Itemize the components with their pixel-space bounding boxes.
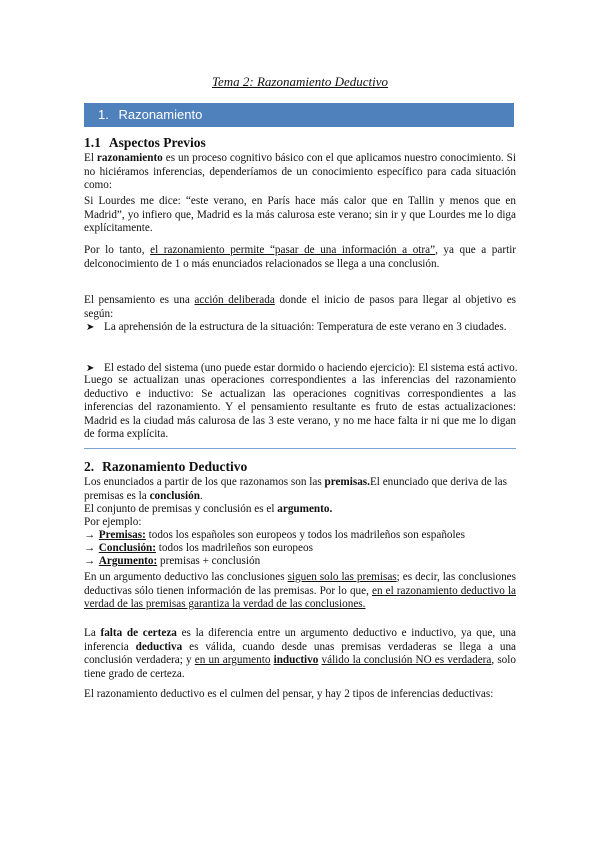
term-conclusion: conclusión [149, 489, 200, 502]
right-arrow-icon: → [84, 555, 96, 567]
text-run: Por lo tanto, [84, 244, 145, 256]
arrowhead-bullet-icon: ➤ [86, 362, 95, 374]
text-run: La [84, 627, 96, 639]
section-label: Razonamiento [118, 107, 203, 122]
paragraph-example [84, 195, 516, 236]
text-run: El enunciado que deriva de las premisas es la [84, 476, 507, 502]
section-number: 1. [98, 107, 109, 122]
term-premisas: premisas. [324, 476, 370, 488]
underlined-phrase: siguen solo las premisas [287, 571, 397, 583]
subsection-heading-1-1 [84, 135, 206, 151]
term-argumento: argumento. [277, 503, 333, 515]
term-deductiva: deductiva [135, 640, 183, 653]
text-run: El pensamiento es una [84, 294, 190, 306]
text-run: donde el inicio de pasos para llegar al objetivo es según: [84, 294, 517, 320]
underlined-phrase: en un argumento [194, 654, 271, 667]
paragraph-por-ejemplo [84, 516, 516, 530]
text-run: El conjunto de premisas y conclusión es el [84, 503, 275, 515]
document-title: Tema 2: Razonamiento Deductivo [211, 74, 389, 89]
text-run: . [199, 489, 203, 502]
section-heading-2 [84, 459, 247, 475]
paragraph-premisas [84, 476, 516, 503]
term-falta-de-certeza: falta de certeza [100, 627, 177, 639]
underlined-phrase: acción deliberada [194, 294, 275, 306]
paragraph-por-lo-tanto [84, 244, 516, 271]
text-run: El razonamiento deductivo es el culmen del pensar, y hay 2 tipos de inferencias deductivas: [84, 688, 494, 700]
text-run: , ya que a partir delconocimiento de 1 o más enunciados relacionados se llega a una conclusión. [84, 244, 517, 270]
example-premisas [84, 529, 516, 543]
paragraph-falta-de-certeza [84, 627, 516, 681]
term-razonamiento: razonamiento [96, 152, 163, 164]
example-text: todos los madrileños son europeos [158, 542, 313, 554]
underlined-phrase: verdad de las premisas garantiza la verdad de las conclusiones. [84, 598, 366, 611]
bullet-text: El estado del sistema (uno puede estar dormido o haciendo ejercicio): El sistema está activo. [104, 361, 518, 374]
section-divider [84, 448, 516, 449]
text-run: En un argumento deductivo las conclusiones [84, 571, 285, 583]
example-label: Conclusión: [98, 542, 156, 554]
example-text: todos los españoles son europeos y todos los madrileños son españoles [148, 529, 465, 541]
bullet-item [84, 321, 536, 335]
right-arrow-icon: → [84, 529, 96, 541]
paragraph-actualizan [84, 374, 516, 442]
bullet-text: La aprehensión de la estructura de la situación: Temperatura de este verano en 3 ciudades. [104, 321, 507, 333]
arrowhead-bullet-icon: ➤ [86, 322, 95, 333]
text-run: es un proceso cognitivo básico con el que aplicamos nuestro conocimiento. Si no hiciéramos inferencias, dependeríamos de un conocimiento específico para cada situación como: [84, 152, 517, 192]
paragraph-pensamiento [84, 294, 516, 321]
example-text: premisas + conclusión [160, 555, 261, 567]
underlined-phrase: válido la conclusión NO es verdadera [321, 654, 492, 667]
text-run: ; es decir, las conclusiones deductivas sólo tienen información de las premisas. Por lo que, [84, 571, 517, 597]
term-inductivo: inductivo [273, 654, 319, 667]
text-run: es la diferencia entre un argumento deductivo e inductivo, ya que, una inferencia [84, 627, 516, 653]
example-argumento [84, 555, 516, 569]
section-number: 2. [84, 459, 95, 474]
subsection-number: 1.1 [84, 135, 101, 150]
text-run: Los enunciados a partir de los que razonamos son las [84, 476, 322, 488]
section-title: Razonamiento Deductivo [102, 459, 248, 474]
underlined-phrase: en el razonamiento deductivo la [372, 584, 516, 597]
example-label: Premisas: [98, 529, 146, 541]
text-run: es válida, cuando desde unas premisas verdaderas se llega a una conclusión verdadera; y [84, 640, 517, 667]
underlined-phrase: el razonamiento permite “pasar de una información a otra” [150, 244, 436, 256]
text-run: , solo tiene grado de certeza. [84, 654, 516, 680]
right-arrow-icon: → [84, 542, 96, 554]
text-run: Luego se actualizan unas operaciones correspondientes a las inferencias del razonamiento deductivo e inductivo: Se actualizan las operaciones cognitivas correspondientes a las inferencias del razonamiento. Y el pensamiento resultante es fruto de estas actualizaciones: Madrid es la ciudad más calurosa de las 3 este verano, y no me hace falta ir ni que me lo digan de forma explícita. [84, 374, 516, 441]
text-run: El [84, 152, 94, 164]
paragraph-razonamiento-def [84, 152, 516, 193]
section-banner [84, 103, 514, 127]
example-conclusion [84, 542, 516, 556]
paragraph-argumento-deductivo [84, 571, 516, 612]
text-run: Por ejemplo: [84, 516, 142, 528]
subsection-title: Aspectos Previos [108, 135, 206, 150]
example-label: Argumento: [98, 555, 158, 567]
text-run: Si Lourdes me dice: “este verano, en París hace más calor que en Tallin y menos que en Madrid”, yo infiero que, Madrid es la más calurosa este verano; sin ir y que Lourdes me lo diga explícitamente. [84, 195, 516, 235]
paragraph-culmen [84, 688, 516, 702]
paragraph-argumento [84, 503, 516, 517]
